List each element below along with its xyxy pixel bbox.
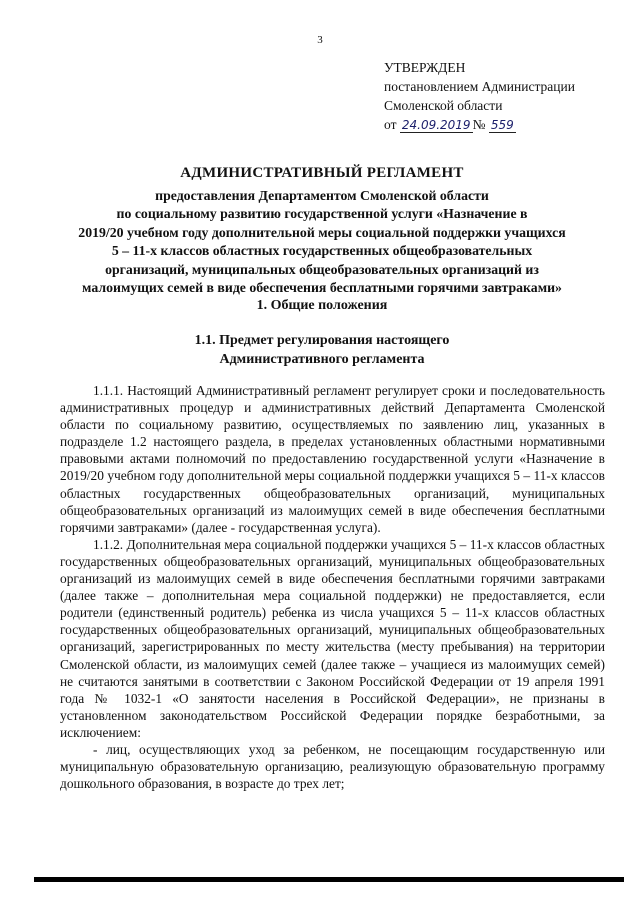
page-number: 3 <box>317 34 323 46</box>
title-line: организаций, муниципальных общеобразовательных организаций из <box>105 261 539 277</box>
title-line: предоставления Департаментом Смоленской области <box>155 187 489 203</box>
title-line: 2019/20 учебном году дополнительной меры социальной поддержки учащихся <box>78 224 566 240</box>
paragraph-1-1-1: 1.1.1. Настоящий Административный регламент регулирует сроки и последовательность административных процедур и административных действий Департамента Смоленской области по социальному развитию, осуществляемых по заявлению лиц, указанных в подразделе 1.2 настоящего раздела, в пределах установленных областными нормативными правовыми актами полномочий по предоставлению государственной услуги «Назначение в 2019/20 учебном году дополнительной меры социальной поддержки учащихся 5 – 11-х классов областных государственных общеобразовательных организаций, муниципальных общеобразовательных организаций из малоимущих семей в виде обеспечения бесплатными горячими завтраками» (далее - государственная услуга). <box>60 383 605 535</box>
document-body <box>60 382 605 792</box>
handwritten-date: 24.09.2019 <box>401 118 471 132</box>
handwritten-number: 559 <box>490 118 514 132</box>
approval-date-line <box>384 115 575 134</box>
bottom-scan-border <box>34 877 624 882</box>
approval-line-1: постановлением Администрации <box>384 79 575 94</box>
title-main: АДМИНИСТРАТИВНЫЙ РЕГЛАМЕНТ <box>180 165 464 181</box>
subsection-heading <box>48 332 596 369</box>
subsection-heading-line-2: Административного регламента <box>219 351 425 367</box>
title-line: малоимущих семей в виде обеспечения бесплатными горячими завтраками» <box>82 280 562 295</box>
title-line: по социальному развитию государственной услуги «Назначение в <box>116 206 528 221</box>
paragraph-1-1-2: 1.1.2. Дополнительная мера социальной поддержки учащихся 5 – 11-х классов областных государственных общеобразовательных организаций, муниципальных общеобразовательных организаций из малоимущих семей в виде обеспечения бесплатными горячими завтраками (далее также – дополнительная мера социальной поддержки) не предоставляется, если родители (единственный родитель) ребенка из числа учащихся 5 – 11-х классов областных государственных общеобразовательных организаций, муниципальных общеобразовательных организаций, зарегистрированных по месту жительства (месту пребывания) на территории Смоленской области, из малоимущих семей (далее также – учащиеся из малоимущих семей) не считаются занятыми в соответствии с Законом Российской Федерации от 19 апреля 1991 года № 1032-1 «О занятости населения в Российской Федерации», не признаны в установленном законодательством Российской Федерации порядке безработными, за исключением: <box>60 536 605 740</box>
approval-stamp-block <box>384 58 575 134</box>
title-line: 5 – 11-х классов областных государственных общеобразовательных <box>111 243 533 258</box>
approval-heading: УТВЕРЖДЕН <box>384 60 466 75</box>
date-prefix: от <box>384 117 397 132</box>
number-label: № <box>472 117 486 132</box>
subsection-heading-line-1: 1.1. Предмет регулирования настоящего <box>194 333 450 348</box>
section-heading: 1. Общие положения <box>256 298 388 313</box>
list-item: - лиц, осуществляющих уход за ребенком, не посещающим государственную или муниципальную образовательную организацию, реализующую образовательную программу дошкольного образования, в возрасте до трех лет; <box>60 741 605 792</box>
approval-line-2: Смоленской области <box>384 98 503 113</box>
document-title <box>48 164 596 298</box>
